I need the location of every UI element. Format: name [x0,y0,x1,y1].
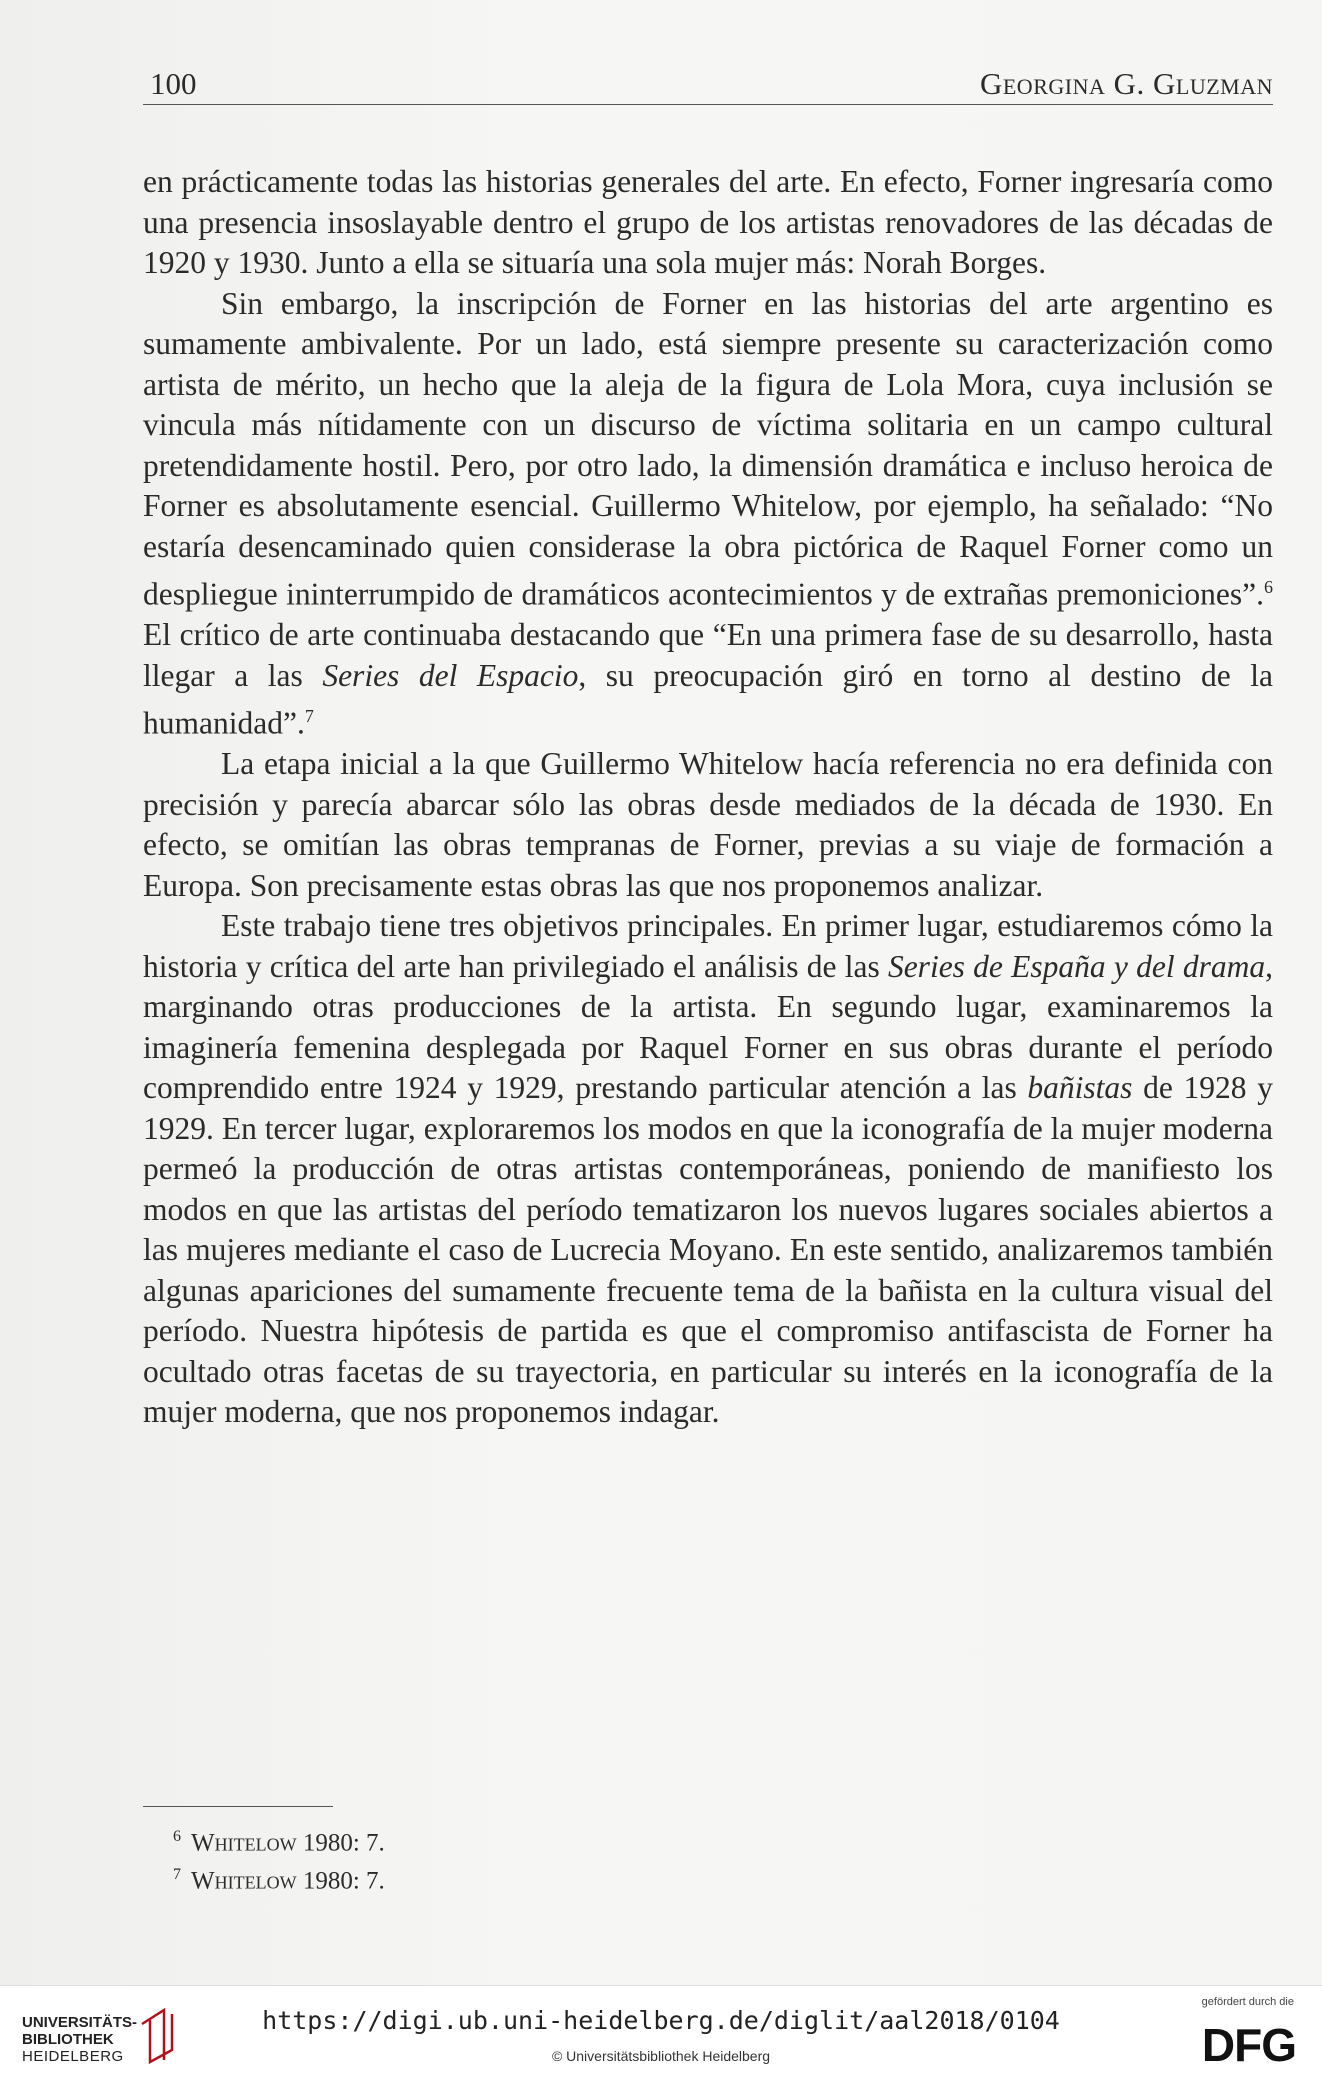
paragraph-2-text-c: , su preocupación giró en torno al destino de la humanidad”. [143,657,1273,741]
title-series-del-espacio: Series del Espacio [322,657,579,693]
running-header [143,64,1273,105]
footnote-ref: 1980: 7. [302,1867,385,1895]
paragraph-1-text: en prácticamente todas las historias generales del arte. En efecto, Forner ingresaría como una presencia insoslayable dentro el grupo de los artistas renovadores de las décadas de 1920 y 1930. Junto a ella se situaría una sola mujer más: Norah Borges. [143,164,1273,280]
running-head-author: Georgina G. Gluzman [979,66,1273,101]
paragraph-4-text-b: , marginando otras producciones de la artista. En segundo lugar, examinaremos la imaginería femenina desplegada por Raquel Forner en sus obras durante el período comprendido entre 1924 y 1929, prestando particular atención a las [143,948,1273,1105]
paragraph-4 [143,906,1273,1433]
footnote-author: Whitelow [191,1829,297,1857]
title-series-de-espana: Series de España y del drama [887,948,1266,984]
paragraph-3-text: La etapa inicial a la que Guillermo Whitelow hacía referencia no era definida con precisión y parecía abarcar sólo las obras desde mediados de la década de 1930. En efecto, se omitían las obras tempranas de Forner, previas a su viaje de formación a Europa. Son precisamente estas obras las que nos proponemos analizar. [143,746,1273,903]
footnote-number: 7 [173,1866,181,1884]
digitization-footer [0,1985,1322,2086]
footnote-7 [143,1859,1273,1897]
paragraph-1 [143,162,1273,284]
footnote-number: 6 [173,1828,181,1845]
library-name-line3: HEIDELBERG [22,2048,124,2065]
footnote-divider [143,1806,333,1807]
paragraph-4-text-c: de 1928 y 1929. En tercer lugar, exploraremos los modos en que la iconografía de la mujer moderna permeó la producción de otras artistas contemporáneas, poniendo de manifiesto los modos en que las artistas del período tematizaron los nuevos lugares sociales abiertos a las mujeres mediante el caso de Lucrecia Moyano. En este sentido, analizaremos también algunas apariciones del sumamente frecuente tema de la bañista en la cultura visual del período. Nuestra hipótesis de partida es que el compromiso antifascista de Forner ha ocultado otras facetas de su trayectoria, en particular su interés en la iconografía de la mujer moderna, que nos proponemos indagar. [143,1070,1273,1429]
footnote-ref-7[interactable]: 7 [304,706,314,726]
funding-note: gefördert durch die [1201,1996,1294,2008]
paragraph-2-text-a: Sin embargo, la inscripción de Forner en las historias del arte argentino es sumamente ambivalente. Por un lado, está siempre presente su caracterización como artista de mérito, un hecho que la aleja de la figura de Lola Mora, cuya inclusión se vincula más nítidamente con un discurso de víctima solitaria en un campo cultural pretendidamente hostil. Pero, por otro lado, la dimensión dramática e incluso heroica de Forner es absolutamente esencial. Guillermo Whitelow, por ejemplo, ha señalado: “No estaría desencaminado quien considerase la obra pictórica de Raquel Forner como un despliegue ininterrumpido de dramáticos acontecimientos y de extrañas premoniciones”. [143,285,1273,612]
library-name-line2: BIBLIOTHEK [22,2031,114,2048]
paragraph-2 [143,284,1273,745]
page-number: 100 [150,66,197,101]
paragraph-3 [143,744,1273,906]
footnote-6 [143,1821,1273,1859]
footnote-author: Whitelow [191,1867,297,1895]
footnote-ref-6[interactable]: 6 [1264,577,1273,597]
title-banistas: bañistas [1027,1070,1133,1105]
paragraph-2-text-b: El crítico de arte continuaba destacando que “En una primera fase de su desarrollo, hasta llegar a las [143,617,1273,693]
footnotes [143,1806,1273,1898]
footnote-ref: 1980: 7. [302,1829,385,1857]
dfg-logo[interactable]: DFG [1201,2019,1296,2071]
permalink-url[interactable]: https://digi.ub.uni-heidelberg.de/diglit/aal2018/0104 [262,2006,1060,2035]
body-text [143,162,1273,1433]
library-name-line1: UNIVERSITÄTS- [22,2014,138,2031]
copyright-notice: © Universitätsbibliothek Heidelberg [551,2048,771,2064]
paragraph-4-text-a: Este trabajo tiene tres objetivos principales. En primer lugar, estudiaremos cómo la historia y crítica del arte han privilegiado el análisis de las [143,908,1273,984]
